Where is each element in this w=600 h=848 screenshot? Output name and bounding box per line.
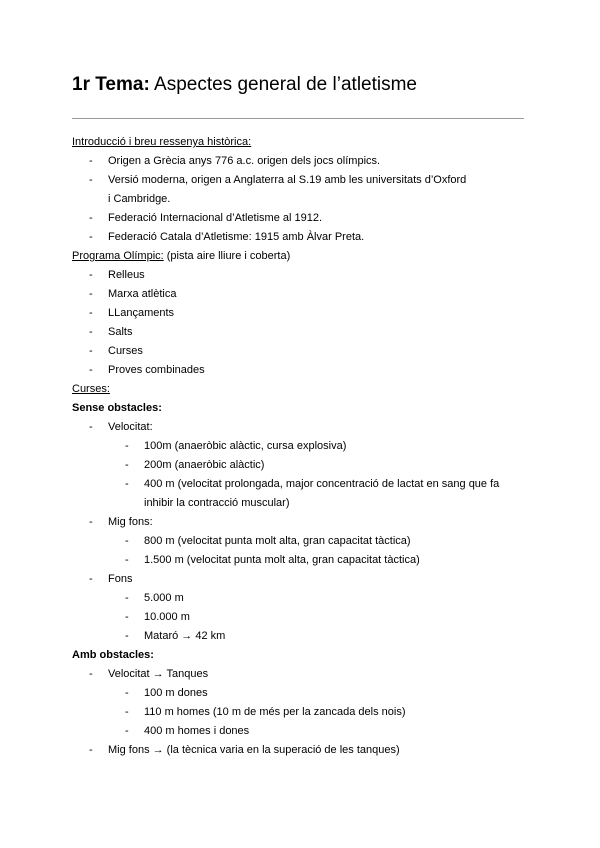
title-rest: Aspectes general de l’atletisme: [149, 74, 418, 95]
section-heading-curses: Curses:: [72, 383, 110, 395]
list-item: - Versió moderna, origen a Anglaterra al S.19 amb les universitats d’Oxford i Cambridge.: [89, 174, 467, 205]
list-item: - 400 m homes i dones: [125, 725, 250, 737]
list-item: - Proves combinades: [89, 364, 205, 376]
list-item: - Origen a Grècia anys 776 a.c. origen dels jocs olímpics.: [89, 155, 381, 167]
list-item: - 5.000 m: [125, 592, 184, 604]
list-item: - Federació Internacional d’Atletisme al 1912.: [89, 212, 323, 224]
list-item: - 10.000 m: [125, 611, 190, 623]
list-item: - Velocitat:: [89, 421, 153, 433]
title-bold: 1r Tema:: [72, 74, 150, 95]
list-item: - LLançaments: [89, 307, 175, 319]
document-body: [72, 133, 532, 760]
list-item: - 110 m homes (10 m de més per la zancada dels nois): [125, 706, 406, 718]
list-item: - 400 m (velocitat prolongada, major concentració de lactat en sang que fa inhibir la contracció muscular): [125, 478, 500, 509]
list-item: - Marxa atlètica: [89, 288, 177, 300]
list-item: - 800 m (velocitat punta molt alta, gran capacitat tàctica): [125, 535, 411, 547]
list-item: - Relleus: [89, 269, 145, 281]
subheading-sense-obstacles: Sense obstacles:: [72, 402, 162, 414]
list-item: - Salts: [89, 326, 133, 338]
section-heading-programa: Programa Olímpic: (pista aire lliure i coberta): [72, 250, 291, 262]
list-item: - Velocitat → Tanques: [89, 668, 209, 680]
section-heading-intro: Introducció i breu ressenya històrica:: [72, 136, 252, 148]
subheading-amb-obstacles: Amb obstacles:: [72, 649, 154, 661]
list-item: - 100m (anaeròbic alàctic, cursa explosiva): [125, 440, 347, 452]
page-title: [72, 72, 417, 98]
list-item: - Mig fons → (la tècnica varia en la superació de les tanques): [89, 744, 400, 756]
list-item: - Curses: [89, 345, 143, 357]
list-item: - 1.500 m (velocitat punta molt alta, gran capacitat tàctica): [125, 554, 420, 566]
list-item: - 200m (anaeròbic alàctic): [125, 459, 265, 471]
list-item: - 100 m dones: [125, 687, 208, 699]
list-item: - Federació Catala d’Atletisme: 1915 amb Àlvar Preta.: [89, 231, 365, 243]
list-item: - Mataró → 42 km: [125, 630, 226, 642]
list-item: - Mig fons:: [89, 516, 153, 528]
horizontal-rule: [72, 118, 524, 119]
list-item: - Fons: [89, 573, 133, 585]
